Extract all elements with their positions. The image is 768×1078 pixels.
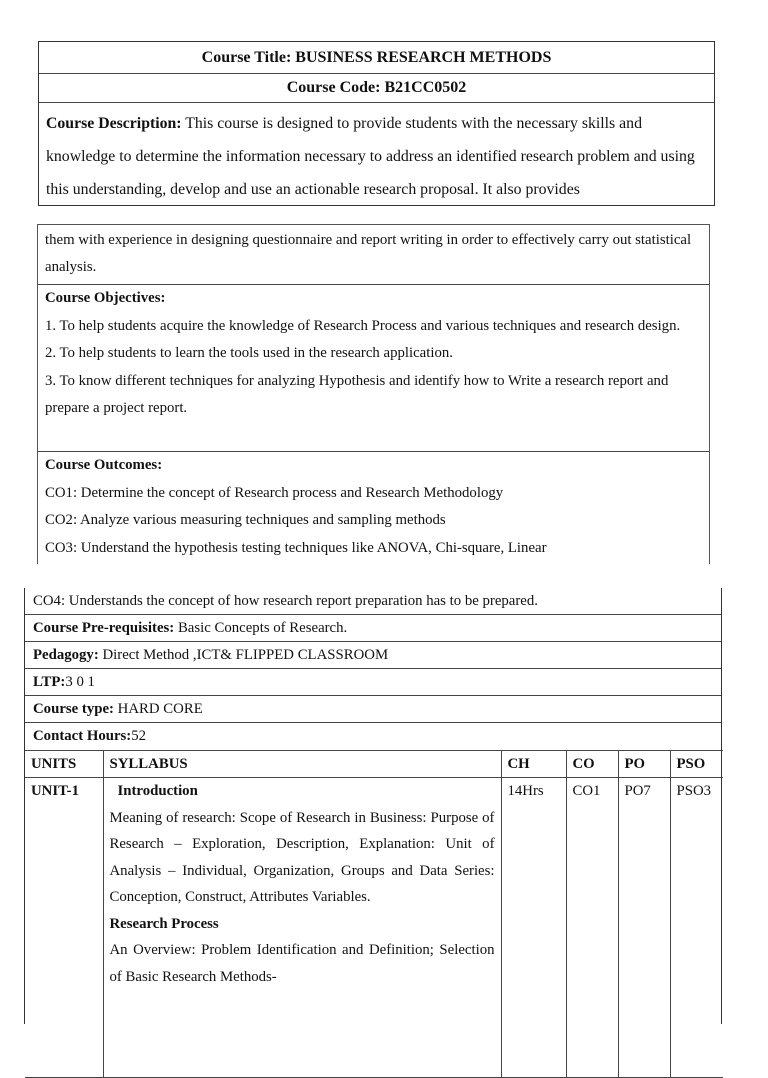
outcome-item: CO3: Understand the hypothesis testing techniques like ANOVA, Chi-square, Linear	[45, 539, 547, 556]
course-title-label: Course Title:	[201, 48, 292, 66]
ch-cell: 14Hrs	[501, 778, 566, 1078]
contact-hours-row	[25, 723, 721, 750]
unit-cell: UNIT-1	[25, 778, 103, 1078]
course-description-label: Course Description:	[46, 115, 182, 132]
outcome-item: CO1: Determine the concept of Research process and Research Methodology	[45, 484, 504, 501]
course-header-block	[38, 41, 715, 206]
header-ch: CH	[501, 751, 566, 778]
course-details-block	[24, 588, 722, 1024]
ltp-row	[25, 669, 721, 696]
prerequisites-value: Basic Concepts of Research.	[177, 619, 348, 636]
prerequisites-row	[25, 615, 721, 642]
course-code-row	[39, 74, 714, 103]
description-continuation	[38, 225, 709, 285]
course-title-row	[39, 42, 714, 74]
po-cell: PO7	[618, 778, 670, 1078]
course-outcomes-section	[38, 452, 709, 562]
course-code-value: B21CC0502	[384, 79, 467, 96]
header-units: UNITS	[25, 751, 103, 778]
syllabus-paragraph: Meaning of research: Scope of Research in Business: Purpose of Research – Exploration, Description, Explanation: Unit of Analysis – Individual, Organization, Groups and Data Series: Conception, Construct, Attributes Variables.	[109, 809, 495, 905]
syllabus-paragraph: An Overview: Problem Identification and Definition; Selection of Basic Research Methods-	[109, 942, 495, 985]
ltp-value: 3 0 1	[65, 673, 95, 690]
objective-item: 1. To help students acquire the knowledge of Research Process and various techniques and research design.	[45, 317, 681, 334]
pso-cell: PSO3	[670, 778, 723, 1078]
course-description-row	[39, 103, 714, 206]
course-code-label: Course Code:	[286, 79, 381, 96]
course-title-value: BUSINESS RESEARCH METHODS	[295, 48, 552, 66]
outcomes-heading: Course Outcomes:	[45, 457, 163, 473]
header-po: PO	[618, 751, 670, 778]
header-pso: PSO	[670, 751, 723, 778]
pedagogy-label: Pedagogy:	[33, 646, 99, 663]
outcome-item-text: CO4: Understands the concept of how research report preparation has to be prepared.	[33, 592, 538, 609]
course-description-text: This course is designed to provide students with the necessary skills and knowledge to determine the information necessary to address an identified research problem and using this understanding, develop and use an actionable research proposal. It also provides	[46, 115, 695, 198]
prerequisites-label: Course Pre-requisites:	[33, 619, 175, 636]
description-continuation-text: them with experience in designing questionnaire and report writing in order to effectively carry out statistical analysis.	[45, 232, 692, 275]
objectives-heading: Course Objectives:	[45, 290, 166, 306]
objective-item: 2. To help students to learn the tools used in the research application.	[45, 345, 453, 362]
ltp-label: LTP:	[33, 673, 66, 690]
objective-item: 3. To know different techniques for analyzing Hypothesis and identify how to Write a research report and prepare a project report.	[45, 372, 669, 417]
pedagogy-row	[25, 642, 721, 669]
header-syllabus: SYLLABUS	[103, 751, 501, 778]
outcome-item	[25, 588, 721, 615]
course-type-row	[25, 696, 721, 723]
syllabus-header-row	[25, 751, 723, 778]
syllabus-subheading: Research Process	[109, 915, 219, 932]
contact-hours-label: Contact Hours:	[33, 728, 132, 744]
pedagogy-value: Direct Method ,ICT& FLIPPED CLASSROOM	[102, 646, 389, 663]
syllabus-row	[25, 778, 723, 1078]
syllabus-cell	[103, 778, 501, 1078]
course-type-value: HARD CORE	[117, 700, 203, 717]
contact-hours-value: 52	[131, 728, 147, 744]
syllabus-table	[25, 750, 723, 1078]
header-co: CO	[566, 751, 618, 778]
outcome-item: CO2: Analyze various measuring techniques and sampling methods	[45, 512, 446, 529]
course-type-label: Course type:	[33, 700, 114, 717]
course-objectives-section	[38, 285, 709, 452]
co-cell: CO1	[566, 778, 618, 1078]
objectives-block	[37, 224, 710, 564]
unit-title: Introduction	[117, 783, 198, 799]
